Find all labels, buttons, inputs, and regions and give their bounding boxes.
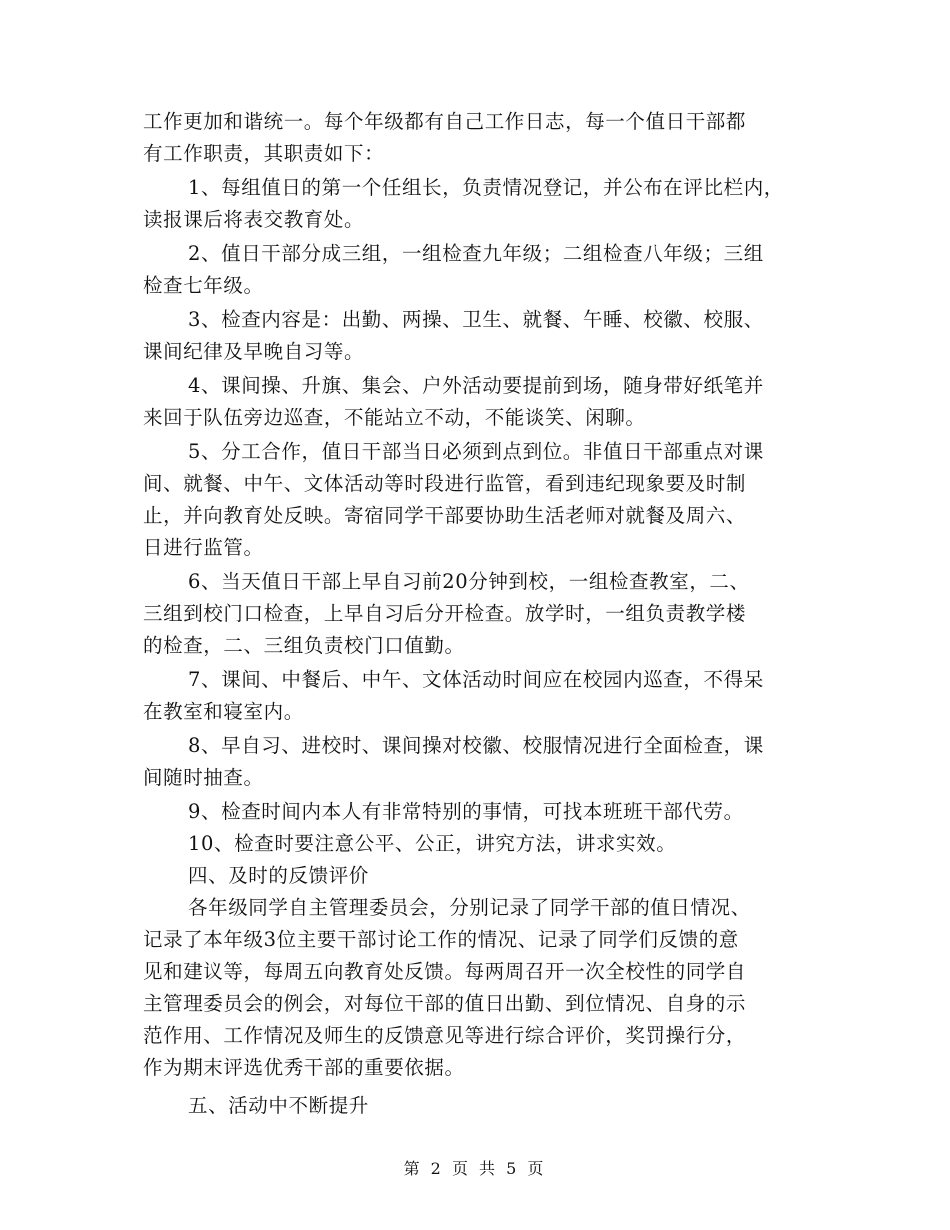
list-item-5-line: 日进行监管。 bbox=[143, 536, 264, 559]
list-item-5-line: 间、就餐、中午、文体活动等时段进行监管，看到违纪现象要及时制 bbox=[143, 472, 747, 495]
section-heading: 五、活动中不断提升 bbox=[188, 1094, 369, 1117]
list-item-2-line: 检查七年级。 bbox=[143, 274, 264, 297]
list-item-8-line: 8、早自习、进校时、课间操对校徽、校服情况进行全面检查，课 bbox=[188, 734, 764, 757]
paragraph-line: 记录了本年级3位主要干部讨论工作的情况、记录了同学们反馈的意 bbox=[143, 928, 739, 951]
list-item-6-line: 6、当天值日干部上早自习前20分钟到校，一组检查教室，二、 bbox=[188, 570, 750, 593]
paragraph-line: 范作用、工作情况及师生的反馈意见等进行综合评价，奖罚操行分， bbox=[143, 1024, 747, 1047]
list-item-1-line: 读报课后将表交教育处。 bbox=[143, 208, 365, 231]
paragraph-line: 工作更加和谐统一。每个年级都有自己工作日志，每一个值日干部都 bbox=[143, 110, 747, 133]
paragraph-line: 主管理委员会的例会，对每位干部的值日出勤、到位情况、自身的示 bbox=[143, 992, 747, 1015]
list-item-4-line: 来回于队伍旁边巡查，不能站立不动，不能谈笑、闲聊。 bbox=[143, 406, 646, 429]
list-item-7-line: 7、课间、中餐后、中午、文体活动时间应在校园内巡查，不得呆 bbox=[188, 668, 764, 691]
list-item-1-line: 1、每组值日的第一个任组长，负责情况登记，并公布在评比栏内， bbox=[188, 176, 784, 199]
list-item-4-line: 4、课间操、升旗、集会、户外活动要提前到场，随身带好纸笔并 bbox=[188, 374, 764, 397]
list-item-2-line: 2、值日干部分成三组，一组检查九年级；二组检查八年级；三组 bbox=[188, 242, 764, 265]
paragraph-line: 见和建议等，每周五向教育处反馈。每两周召开一次全校性的同学自 bbox=[143, 960, 747, 983]
list-item-5-line: 5、分工合作，值日干部当日必须到点到位。非值日干部重点对课 bbox=[188, 440, 764, 463]
list-item-8-line: 间随时抽查。 bbox=[143, 766, 264, 789]
page-footer: 第 2 页 共 5 页 bbox=[403, 1159, 547, 1178]
paragraph-line: 有工作职责，其职责如下： bbox=[143, 142, 385, 165]
list-item-5-line: 止，并向教育处反映。寄宿同学干部要协助生活老师对就餐及周六、 bbox=[143, 504, 747, 527]
list-item-6-line: 三组到校门口检查，上早自习后分开检查。放学时，一组负责教学楼 bbox=[143, 602, 747, 625]
paragraph-line: 各年级同学自主管理委员会，分别记录了同学干部的值日情况、 bbox=[188, 896, 751, 919]
list-item-3-line: 3、检查内容是：出勤、两操、卫生、就餐、午睡、校徽、校服、 bbox=[188, 308, 764, 331]
paragraph-line: 作为期末评选优秀干部的重要依据。 bbox=[143, 1056, 465, 1079]
section-heading: 四、及时的反馈评价 bbox=[188, 864, 369, 887]
list-item-7-line: 在教室和寝室内。 bbox=[143, 700, 304, 723]
list-item-9-line: 9、检查时间内本人有非常特别的事情，可找本班班干部代劳。 bbox=[188, 800, 744, 823]
list-item-10-line: 10、检查时要注意公平、公正，讲究方法，讲求实效。 bbox=[188, 832, 677, 855]
list-item-6-line: 的检查，二、三组负责校门口值勤。 bbox=[143, 634, 465, 657]
list-item-3-line: 课间纪律及早晚自习等。 bbox=[143, 340, 365, 363]
